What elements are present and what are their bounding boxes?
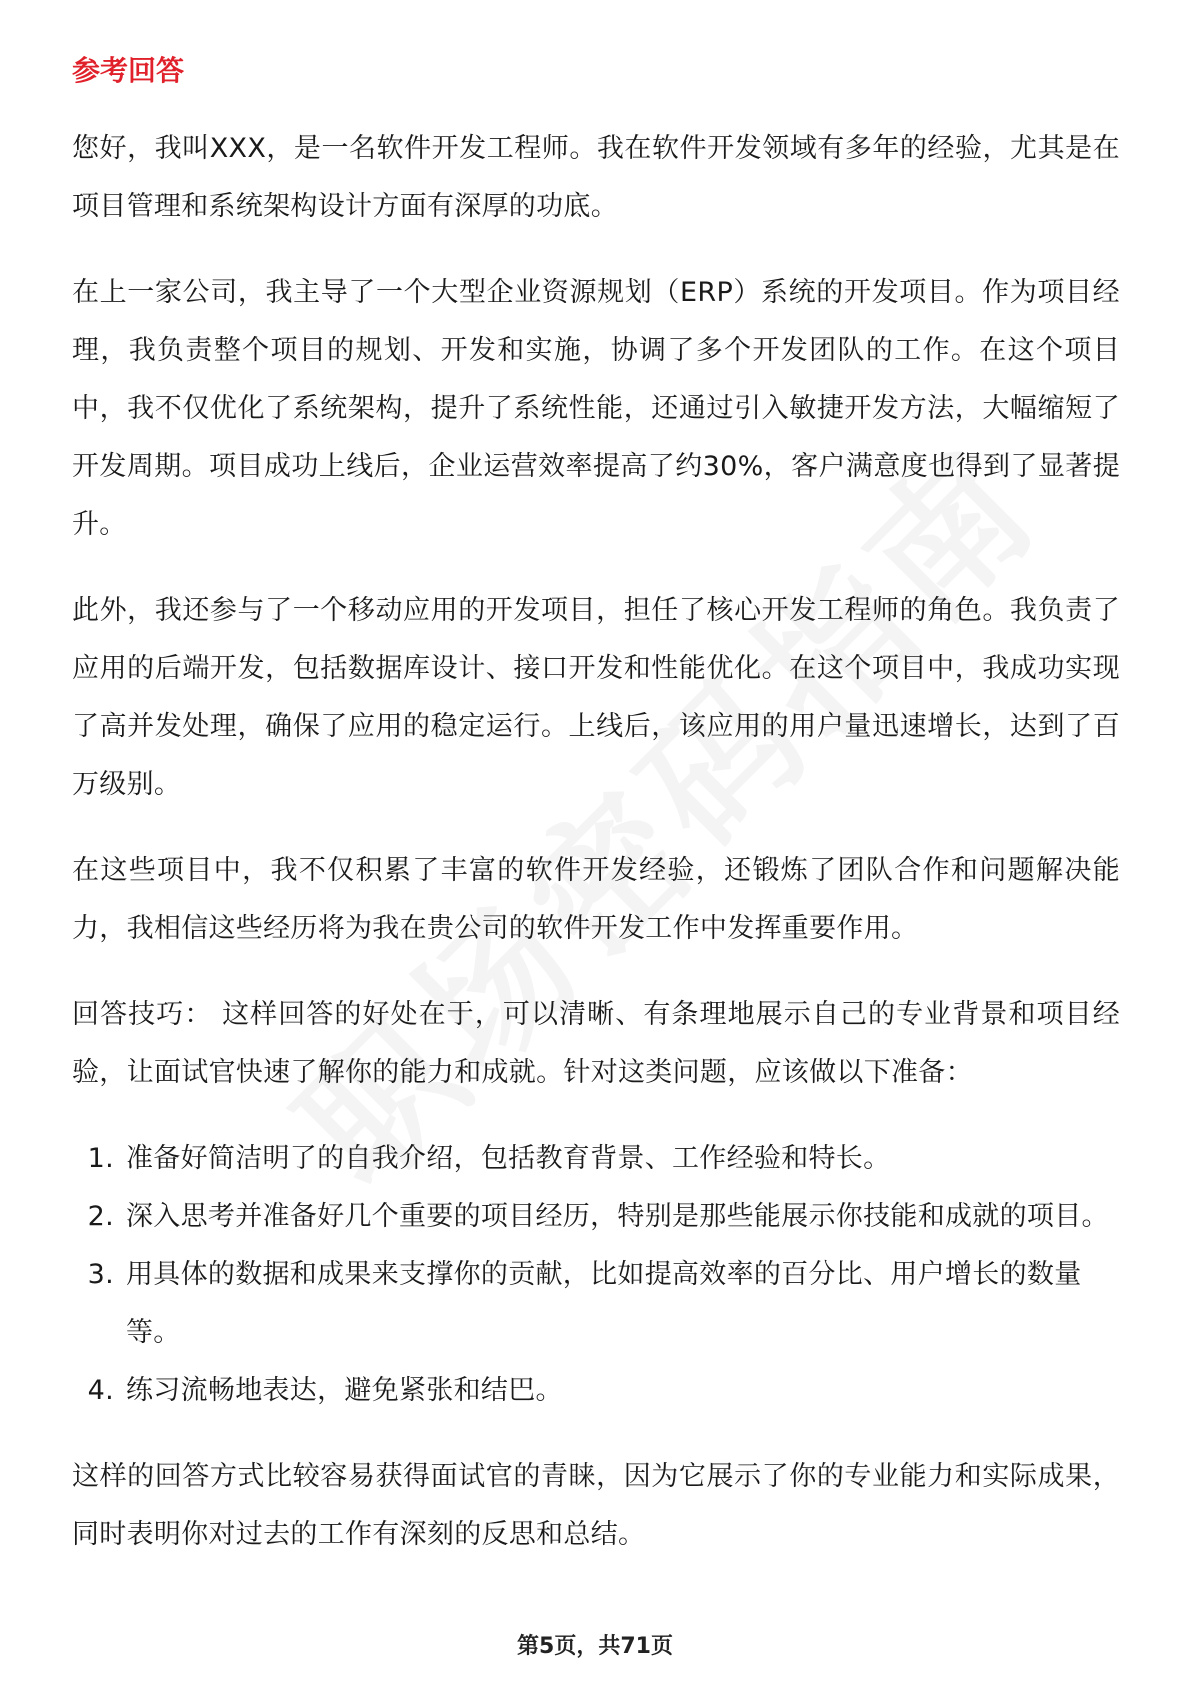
tips-label: 回答技巧： [72, 999, 213, 1030]
tips-list [72, 1130, 1120, 1420]
list-item-text: 用具体的数据和成果来支撑你的贡献，比如提高效率的百分比、用户增长的数量等。 [126, 1259, 1082, 1348]
section-title: 参考回答 [72, 54, 185, 87]
document-page [72, 50, 1120, 1592]
list-item [72, 1362, 1120, 1420]
paragraph-intro: 您好，我叫XXX，是一名软件开发工程师。我在软件开发领域有多年的经验，尤其是在项目管理和系统架构设计方面有深厚的功底。 [72, 133, 1120, 222]
paragraph-mobile-project: 此外，我还参与了一个移动应用的开发项目，担任了核心开发工程师的角色。我负责了应用的后端开发，包括数据库设计、接口开发和性能优化。在这个项目中，我成功实现了高并发处理，确保了应用的稳定运行。上线后，该应用的用户量迅速增长，达到了百万级别。 [72, 595, 1120, 800]
list-item-number: 1. [87, 1143, 114, 1174]
paragraph-erp-project: 在上一家公司，我主导了一个大型企业资源规划（ERP）系统的开发项目。作为项目经理，我负责整个项目的规划、开发和实施，协调了多个开发团队的工作。在这个项目中，我不仅优化了系统架构，提升了系统性能，还通过引入敏捷开发方法，大幅缩短了开发周期。项目成功上线后，企业运营效率提高了约30%，客户满意度也得到了显著提升。 [72, 277, 1120, 540]
list-item [72, 1188, 1120, 1246]
list-item-text: 深入思考并准备好几个重要的项目经历，特别是那些能展示你技能和成就的项目。 [126, 1201, 1109, 1232]
tips-text: 这样回答的好处在于，可以清晰、有条理地展示自己的专业背景和项目经验，让面试官快速了解你的能力和成就。针对这类问题，应该做以下准备： [72, 999, 1120, 1088]
page-number-footer: 第5页，共71页 [517, 1634, 673, 1659]
list-item-number: 4. [87, 1375, 114, 1406]
list-item [72, 1130, 1120, 1188]
paragraph-summary: 在这些项目中，我不仅积累了丰富的软件开发经验，还锻炼了团队合作和问题解决能力，我相信这些经历将为我在贵公司的软件开发工作中发挥重要作用。 [72, 855, 1120, 944]
list-item-number: 3. [87, 1259, 114, 1290]
list-item-number: 2. [87, 1201, 114, 1232]
paragraph-closing: 这样的回答方式比较容易获得面试官的青睐，因为它展示了你的专业能力和实际成果，同时表明你对过去的工作有深刻的反思和总结。 [72, 1461, 1120, 1550]
list-item-text: 准备好简洁明了的自我介绍，包括教育背景、工作经验和特长。 [126, 1143, 891, 1174]
tips-paragraph [72, 986, 1120, 1102]
list-item-text: 练习流畅地表达，避免紧张和结巴。 [126, 1375, 563, 1406]
list-item [72, 1246, 1120, 1362]
